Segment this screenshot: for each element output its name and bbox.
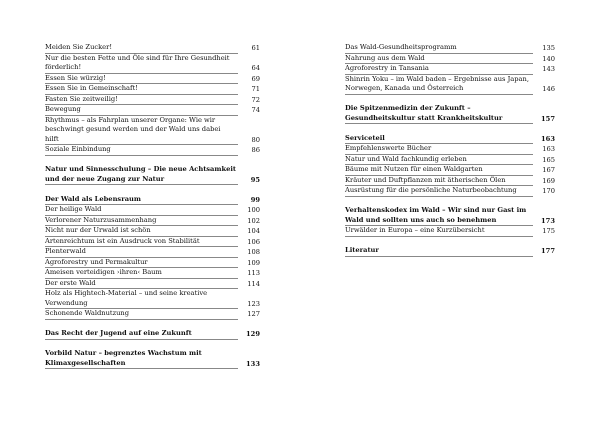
toc-entry-title: Essen Sie in Gemeinschaft! xyxy=(45,84,260,95)
toc-entry[interactable] xyxy=(345,64,555,75)
toc-entry[interactable] xyxy=(345,186,555,197)
toc-entry-page-number: 102 xyxy=(238,217,260,227)
toc-entry-title: Urwälder in Europa – eine Kurzübersicht xyxy=(345,226,555,237)
section-gap xyxy=(45,185,260,195)
right-page xyxy=(300,0,600,434)
toc-entry[interactable] xyxy=(45,105,260,116)
toc-entry-title: Artenreichtum ist ein Ausdruck von Stabilität xyxy=(45,237,260,248)
toc-entry[interactable] xyxy=(345,165,555,176)
toc-entry-title: Bewegung xyxy=(45,105,260,116)
section-gap xyxy=(345,237,555,247)
section-gap xyxy=(45,320,260,330)
toc-entry-page-number: 106 xyxy=(238,238,260,248)
toc-entry-page-number: 143 xyxy=(533,65,555,75)
toc-entry-page-number: 74 xyxy=(238,106,260,116)
toc-entry-title: Nahrung aus dem Wald xyxy=(345,54,555,65)
toc-entry-page-number: 108 xyxy=(238,248,260,258)
toc-entry-page-number: 61 xyxy=(238,44,260,54)
toc-entry-page-number: 163 xyxy=(533,135,555,145)
toc-entry[interactable] xyxy=(45,116,260,146)
toc-entry-title: Natur und Wald fachkundig erleben xyxy=(345,155,555,166)
toc-entry-page-number: 80 xyxy=(238,136,260,146)
toc-entry-page-number: 72 xyxy=(238,96,260,106)
toc-entry[interactable] xyxy=(45,289,260,309)
toc-column-right xyxy=(345,43,555,257)
toc-entry-title: Soziale Einbindung xyxy=(45,145,260,156)
toc-entry-page-number: 129 xyxy=(238,330,260,340)
toc-entry-title: Natur und Sinnesschulung – Die neue Achtsamkeit und der neue Zugang zur Natur xyxy=(45,165,260,185)
toc-entry[interactable] xyxy=(345,155,555,166)
toc-entry[interactable] xyxy=(45,145,260,156)
toc-entry-title: Der heilige Wald xyxy=(45,205,260,216)
toc-entry-page-number: 99 xyxy=(238,196,260,206)
section-gap xyxy=(345,124,555,134)
toc-entry-title: Fasten Sie zeitweilig! xyxy=(45,95,260,106)
toc-entry-title: Nicht nur der Urwald ist schön xyxy=(45,226,260,237)
toc-entry-title: Bäume mit Nutzen für einen Waldgarten xyxy=(345,165,555,176)
toc-entry[interactable] xyxy=(345,144,555,155)
toc-entry-title: Rhythmus – als Fahrplan unserer Organe: Wie wir beschwingt gesund werden und der Wald uns dabei hilft xyxy=(45,116,260,146)
toc-entry-title: Agroforestry in Tansania xyxy=(345,64,555,75)
toc-entry-title: Schonende Waldnutzung xyxy=(45,309,260,320)
toc-entry-page-number: 175 xyxy=(533,227,555,237)
toc-entry-title: Holz als Hightech-Material – und seine kreative Verwendung xyxy=(45,289,260,309)
toc-entry-title: Shinrin Yoku – im Wald baden – Ergebnisse aus Japan, Norwegen, Kanada und Österreich xyxy=(345,75,555,95)
toc-entry-page-number: 95 xyxy=(238,176,260,186)
section-gap xyxy=(345,95,555,105)
toc-section-heading[interactable] xyxy=(45,165,260,185)
toc-entry[interactable] xyxy=(45,74,260,85)
toc-entry-page-number: 157 xyxy=(533,115,555,125)
toc-entry-page-number: 177 xyxy=(533,247,555,257)
toc-entry[interactable] xyxy=(45,43,260,54)
toc-entry-page-number: 123 xyxy=(238,300,260,310)
toc-entry-title: Literatur xyxy=(345,246,555,257)
toc-entry-title: Kräuter und Duftpflanzen mit ätherischen Ölen xyxy=(345,176,555,187)
toc-section-heading[interactable] xyxy=(345,104,555,124)
toc-entry-title: Ausrüstung für die persönliche Naturbeobachtung xyxy=(345,186,555,197)
toc-entry-title: Das Recht der Jugend auf eine Zukunft xyxy=(45,329,260,340)
toc-entry-title: Essen Sie würzig! xyxy=(45,74,260,85)
toc-entry[interactable] xyxy=(45,95,260,106)
toc-entry-page-number: 104 xyxy=(238,227,260,237)
toc-entry-title: Ameisen verteidigen ›ihren‹ Baum xyxy=(45,268,260,279)
toc-section-heading[interactable] xyxy=(45,195,260,206)
toc-entry-page-number: 114 xyxy=(238,280,260,290)
toc-entry[interactable] xyxy=(45,309,260,320)
toc-entry-title: Meiden Sie Zucker! xyxy=(45,43,260,54)
toc-entry-page-number: 169 xyxy=(533,177,555,187)
toc-entry[interactable] xyxy=(45,237,260,248)
toc-entry[interactable] xyxy=(45,247,260,258)
toc-entry-title: Agroforestry und Permakultur xyxy=(45,258,260,269)
toc-entry-page-number: 113 xyxy=(238,269,260,279)
toc-entry-page-number: 165 xyxy=(533,156,555,166)
toc-entry-page-number: 86 xyxy=(238,146,260,156)
toc-entry-title: Nur die besten Fette und Öle sind für Ihre Gesundheit förderlich! xyxy=(45,54,260,74)
toc-entry[interactable] xyxy=(45,268,260,279)
toc-entry[interactable] xyxy=(45,216,260,227)
toc-entry-title: Verlorener Naturzusammenhang xyxy=(45,216,260,227)
toc-entry[interactable] xyxy=(345,75,555,95)
toc-entry-page-number: 64 xyxy=(238,64,260,74)
toc-entry[interactable] xyxy=(45,279,260,290)
toc-entry-page-number: 69 xyxy=(238,75,260,85)
toc-entry-title: Serviceteil xyxy=(345,134,555,145)
toc-entry[interactable] xyxy=(345,226,555,237)
toc-entry[interactable] xyxy=(45,258,260,269)
toc-entry[interactable] xyxy=(45,226,260,237)
toc-entry-page-number: 140 xyxy=(533,55,555,65)
toc-column-left xyxy=(45,43,260,369)
toc-entry-page-number: 133 xyxy=(238,360,260,370)
toc-entry[interactable] xyxy=(45,84,260,95)
toc-section-heading[interactable] xyxy=(45,329,260,340)
toc-entry-page-number: 71 xyxy=(238,85,260,95)
toc-entry-title: Vorbild Natur – begrenztes Wachstum mit Klimaxgesellschaften xyxy=(45,349,260,369)
toc-section-heading[interactable] xyxy=(345,246,555,257)
toc-entry-title: Empfehlenswerte Bücher xyxy=(345,144,555,155)
toc-entry-title: Verhaltenskodex im Wald – Wir sind nur Gast im Wald und sollten uns auch so benehmen xyxy=(345,206,555,226)
toc-section-heading[interactable] xyxy=(345,206,555,226)
section-gap xyxy=(345,197,555,207)
toc-section-heading[interactable] xyxy=(345,134,555,145)
toc-entry-page-number: 173 xyxy=(533,217,555,227)
toc-entry[interactable] xyxy=(45,205,260,216)
section-gap xyxy=(45,156,260,166)
toc-entry[interactable] xyxy=(345,54,555,65)
toc-entry-page-number: 100 xyxy=(238,206,260,216)
toc-entry-page-number: 167 xyxy=(533,166,555,176)
toc-entry-page-number: 127 xyxy=(238,310,260,320)
toc-entry-title: Der Wald als Lebensraum xyxy=(45,195,260,206)
toc-entry[interactable] xyxy=(345,176,555,187)
section-gap xyxy=(45,340,260,350)
toc-entry[interactable] xyxy=(345,43,555,54)
toc-entry-page-number: 135 xyxy=(533,44,555,54)
toc-entry-page-number: 146 xyxy=(533,85,555,95)
toc-entry-title: Plenterwald xyxy=(45,247,260,258)
toc-entry-page-number: 170 xyxy=(533,187,555,197)
toc-entry-page-number: 163 xyxy=(533,145,555,155)
toc-entry-title: Die Spitzenmedizin der Zukunft – Gesundheitskultur statt Krankheitskultur xyxy=(345,104,555,124)
toc-entry-title: Der erste Wald xyxy=(45,279,260,290)
toc-section-heading[interactable] xyxy=(45,349,260,369)
toc-entry-page-number: 109 xyxy=(238,259,260,269)
toc-entry[interactable] xyxy=(45,54,260,74)
toc-entry-title: Das Wald-Gesundheitsprogramm xyxy=(345,43,555,54)
